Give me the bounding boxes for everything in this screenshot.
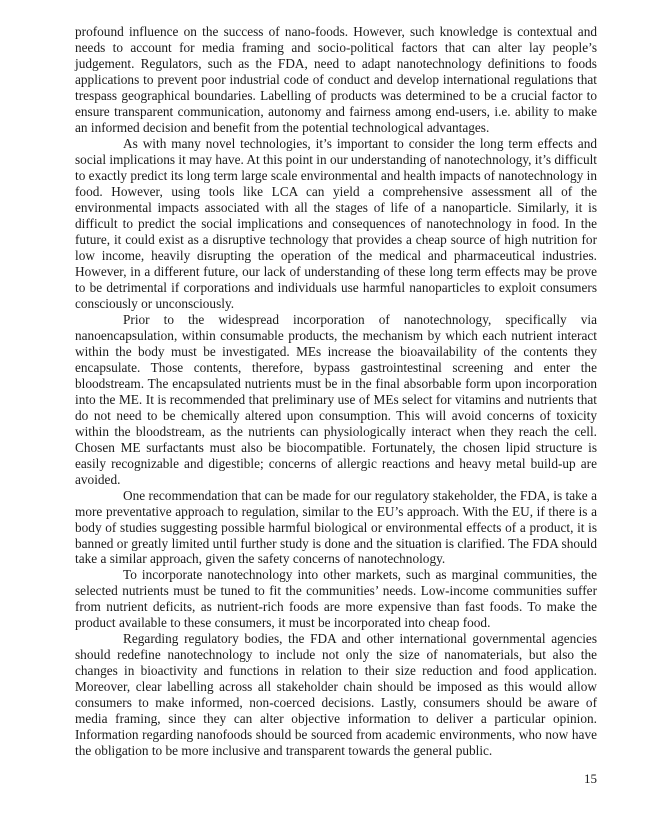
paragraph-regulatory-bodies: Regarding regulatory bodies, the FDA and other international governmental agencies should redefine nanotechnology to include not only the size of nanomaterials, but also the changes in bioactivity and functions in relation to their size reduction and food application. Moreover, clear labelling across all stakeholder chain should be imposed as this would allow consumers to make informed, non-coerced decisions. Lastly, consumers should be aware of media framing, since they can alter objective information to deliver a particular opinion. Information regarding nanofoods should be sourced from academic environments, who now have the obligation to be more inclusive and transparent towards the general public. (75, 631, 597, 759)
paragraph-long-term-effects: As with many novel technologies, it’s important to consider the long term effects and social implications it may have. At this point in our understanding of nanotechnology, it’s difficult to exactly predict its long term large scale environmental and health impacts of nanotechnology in food. However, using tools like LCA can yield a comprehensive assessment all of the environmental impacts associated with all the stages of life of a nanoparticle. Similarly, it is difficult to predict the social implications and consequences of nanotechnology in food. In the future, it could exist as a disruptive technology that provides a cheap source of high nutrition for low income, heavily disrupting the operation of the medical and pharmaceutical industries. However, in a different future, our lack of understanding of these long term effects may be prove to be detrimental if corporations and individuals use harmful nanoparticles to exploit consumers consciously or unconsciously. (75, 135, 597, 311)
paragraph-nanoencapsulation: Prior to the widespread incorporation of nanotechnology, specifically via nanoencapsulation, within consumable products, the mechanism by which each nutrient interact within the body must be investigated. MEs increase the bioavailability of the contents they encapsulate. Those contents, therefore, bypass gastrointestinal screening and enter the bloodstream. The encapsulated nutrients must be in the final absorbable form upon incorporation into the ME. It is recommended that preliminary use of MEs select for vitamins and nutrients that do not need to be chemically altered upon consumption. This will avoid concerns of toxicity within the bloodstream, as the nutrients can physiologically interact when they reach the cell. Chosen ME surfactants must also be biocompatible. Fortunately, the chosen lipid structure is easily recognizable and digestible; concerns of allergic reactions and heavy metal build-up are avoided. (75, 311, 597, 487)
document-body (75, 24, 597, 759)
page-number: 15 (584, 771, 597, 786)
paragraph-labelling-summary: profound influence on the success of nano-foods. However, such knowledge is contextual and needs to account for media framing and socio-political factors that can alter lay people’s judgement. Regulators, such as the FDA, need to adapt nanotechnology definitions to foods applications to prevent poor industrial code of conduct and develop international regulations that trespass geographical boundaries. Labelling of products was determined to be a crucial factor to ensure transparent communication, autonomy and fairness among end-users, i.e. ability to make an informed decision and benefit from the potential technological advantages. (75, 24, 597, 135)
paragraph-fda-recommendation: One recommendation that can be made for our regulatory stakeholder, the FDA, is take a more preventative approach to regulation, similar to the EU’s approach. With the EU, if there is a body of studies suggesting possible harmful biological or environmental effects of a product, it is banned or greatly limited until further study is done and the situation is clarified. The FDA should take a similar approach, given the safety concerns of nanotechnology. (75, 487, 597, 567)
paragraph-marginal-communities: To incorporate nanotechnology into other markets, such as marginal communities, the selected nutrients must be tuned to fit the communities’ needs. Low-income communities suffer from nutrient deficits, as nutrient-rich foods are more expensive than fast foods. To make the product available to these consumers, it must be incorporated into cheap food. (75, 567, 597, 631)
